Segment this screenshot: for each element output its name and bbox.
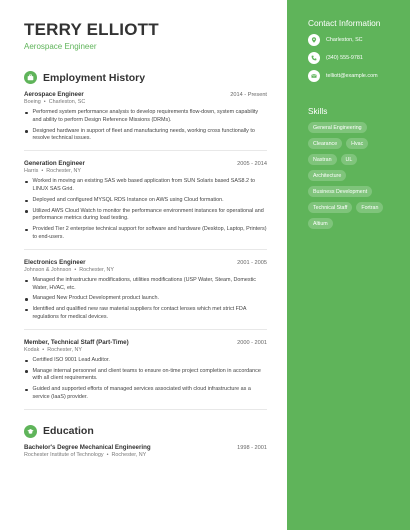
employment-title: Employment History bbox=[43, 71, 146, 84]
divider bbox=[24, 249, 267, 250]
job-company: Harris bbox=[24, 168, 39, 175]
bullet-text: Designed hardware in support of fleet and manufacturing needs, working cross functionally to resolve technical issues. bbox=[32, 127, 255, 142]
bullet-item bbox=[24, 368, 267, 384]
bullet-item bbox=[24, 197, 267, 205]
bullet-dot-icon bbox=[25, 112, 28, 115]
education-title: Education bbox=[43, 425, 94, 438]
job-location: Charleston, SC bbox=[48, 99, 86, 105]
contact-email[interactable] bbox=[308, 70, 400, 82]
bullet-dot-icon bbox=[25, 360, 28, 363]
bullet-dot-icon bbox=[25, 298, 28, 301]
bullet-dot-icon bbox=[25, 280, 28, 283]
bullet-item bbox=[24, 109, 267, 125]
contact-location bbox=[308, 34, 400, 46]
bullet-text: Worked in moving an existing SAS web based application from SUN Solaris based SAS8.2 to LINUX SAS Grid. bbox=[32, 178, 256, 192]
degree-name: Bachelor's Degree Mechanical Engineering bbox=[24, 443, 151, 451]
skill-chip: Hvac bbox=[346, 138, 368, 149]
candidate-name: TERRY ELLIOTT bbox=[24, 20, 159, 39]
separator-dot: • bbox=[43, 99, 46, 105]
bullet-text: Performed system performance analysis to develop requirements flow-down, system capability and ability to perform Design Reference Missions (DRMs). bbox=[32, 109, 259, 123]
bullet-item bbox=[24, 128, 267, 144]
skill-chip: Technical Staff bbox=[308, 202, 352, 213]
bullet-item bbox=[24, 208, 267, 224]
divider bbox=[24, 150, 267, 151]
job-date: 2000 - 2001 bbox=[237, 339, 267, 346]
bullet-text: Managed the infrastructure modifications, utilities modifications (USP Water, Steam, Domestic Water, HVAC, etc. bbox=[32, 276, 257, 291]
separator-dot: • bbox=[74, 266, 77, 273]
skill-chip: Business Development bbox=[308, 186, 372, 197]
bullet-item bbox=[24, 306, 267, 322]
skill-chip: Clearance bbox=[308, 138, 342, 149]
contact-title: Contact Information bbox=[308, 18, 381, 28]
education-item: Bachelor's Degree Mechanical Engineering 1998 - 2001 Rochester Institute of Technology • Rochester, NY bbox=[24, 443, 267, 458]
location-pin-icon bbox=[308, 34, 320, 46]
job-date: 2014 - Present bbox=[230, 92, 267, 98]
school-location: Rochester, NY bbox=[111, 451, 147, 458]
graduation-cap-icon bbox=[24, 425, 37, 438]
bullet-item bbox=[24, 178, 267, 194]
bullet-text: Guided and supported efforts of managed services associated with cloud infrastructure as a service (IaaS) provider. bbox=[32, 386, 251, 400]
job-company: Kodak bbox=[24, 346, 40, 353]
bullet-item bbox=[24, 357, 267, 365]
skill-chip: Architecture bbox=[308, 170, 346, 181]
skill-chip: General Engineering bbox=[308, 122, 367, 133]
contact-phone-text: (340) 555-9781 bbox=[326, 55, 363, 61]
bullet-dot-icon bbox=[25, 130, 28, 133]
job-bullets bbox=[24, 277, 267, 322]
employment-list bbox=[24, 91, 267, 410]
bullet-item bbox=[24, 277, 267, 293]
job-entry bbox=[24, 160, 267, 250]
bullet-text: Deployed and configured MYSQL RDS Instance on AWS using Cloud formation. bbox=[32, 196, 224, 203]
bullet-dot-icon bbox=[25, 309, 28, 312]
bullet-text: Managed New Product Development product launch. bbox=[32, 295, 159, 302]
bullet-item bbox=[24, 295, 267, 303]
phone-icon bbox=[308, 52, 320, 64]
bullet-dot-icon bbox=[25, 370, 28, 373]
job-location: Rochester, NY bbox=[46, 168, 82, 175]
contact-location-text: Charleston, SC bbox=[326, 37, 363, 43]
job-entry bbox=[24, 339, 267, 410]
job-company: Johnson & Johnson bbox=[24, 266, 72, 273]
contact-phone bbox=[308, 52, 400, 64]
job-company: Boeing bbox=[24, 99, 41, 105]
job-title: Member, Technical Staff (Part-Time) bbox=[24, 338, 129, 346]
bullet-text: Utilized AWS Cloud Watch to monitor the performance environment instances for operational and performance metrics during load testing. bbox=[32, 207, 264, 222]
job-bullets bbox=[24, 109, 267, 143]
bullet-dot-icon bbox=[25, 200, 28, 203]
job-bullets bbox=[24, 178, 267, 242]
job-location: Rochester, NY bbox=[79, 266, 115, 273]
job-date: 2001 - 2005 bbox=[237, 259, 267, 266]
bullet-dot-icon bbox=[25, 389, 28, 392]
bullet-item bbox=[24, 226, 267, 242]
education-header bbox=[24, 425, 267, 438]
bullet-dot-icon bbox=[25, 181, 28, 184]
job-title: Generation Engineer bbox=[24, 160, 85, 168]
skills-title: Skills bbox=[308, 106, 328, 116]
bullet-text: Certified ISO 9001 Lead Auditor. bbox=[32, 356, 110, 363]
job-date: 2005 - 2014 bbox=[237, 161, 267, 168]
separator-dot: • bbox=[42, 346, 45, 353]
skills-list bbox=[308, 122, 400, 234]
skill-chip: Fortran bbox=[356, 202, 383, 213]
contact-email-text[interactable]: telliott@example.com bbox=[326, 73, 378, 79]
bullet-text: Manage internal personnel and client teams to ensure on-time project completion in accordance with all client requirements. bbox=[32, 367, 261, 382]
job-title: Aerospace Engineer bbox=[24, 91, 84, 98]
school-name: Rochester Institute of Technology bbox=[24, 451, 104, 458]
education-date: 1998 - 2001 bbox=[237, 444, 267, 451]
bullet-text: Identified and qualified new raw material suppliers for contact lenses which met strict FDA regulations for medical devices. bbox=[32, 306, 247, 320]
job-entry bbox=[24, 259, 267, 330]
divider bbox=[24, 329, 267, 330]
briefcase-icon bbox=[24, 71, 37, 84]
bullet-item bbox=[24, 386, 267, 402]
employment-header bbox=[24, 71, 267, 84]
mail-icon bbox=[308, 70, 320, 82]
divider bbox=[24, 409, 267, 410]
job-title: Electronics Engineer bbox=[24, 258, 86, 266]
bullet-dot-icon bbox=[25, 210, 28, 213]
job-entry bbox=[24, 91, 267, 151]
job-bullets bbox=[24, 357, 267, 402]
bullet-dot-icon bbox=[25, 229, 28, 232]
skill-chip: UL bbox=[341, 154, 358, 165]
skill-chip: Nastran bbox=[308, 154, 337, 165]
bullet-text: Provided Tier 2 enterprise technical support for software and hardware (Desktop, Laptop, Printers) to end-users. bbox=[32, 226, 267, 240]
separator-dot: • bbox=[41, 168, 44, 175]
job-location: Rochester, NY bbox=[47, 346, 82, 353]
skill-chip: Altium bbox=[308, 218, 333, 229]
candidate-role: Aerospace Engineer bbox=[24, 42, 97, 51]
sidebar bbox=[287, 0, 410, 530]
